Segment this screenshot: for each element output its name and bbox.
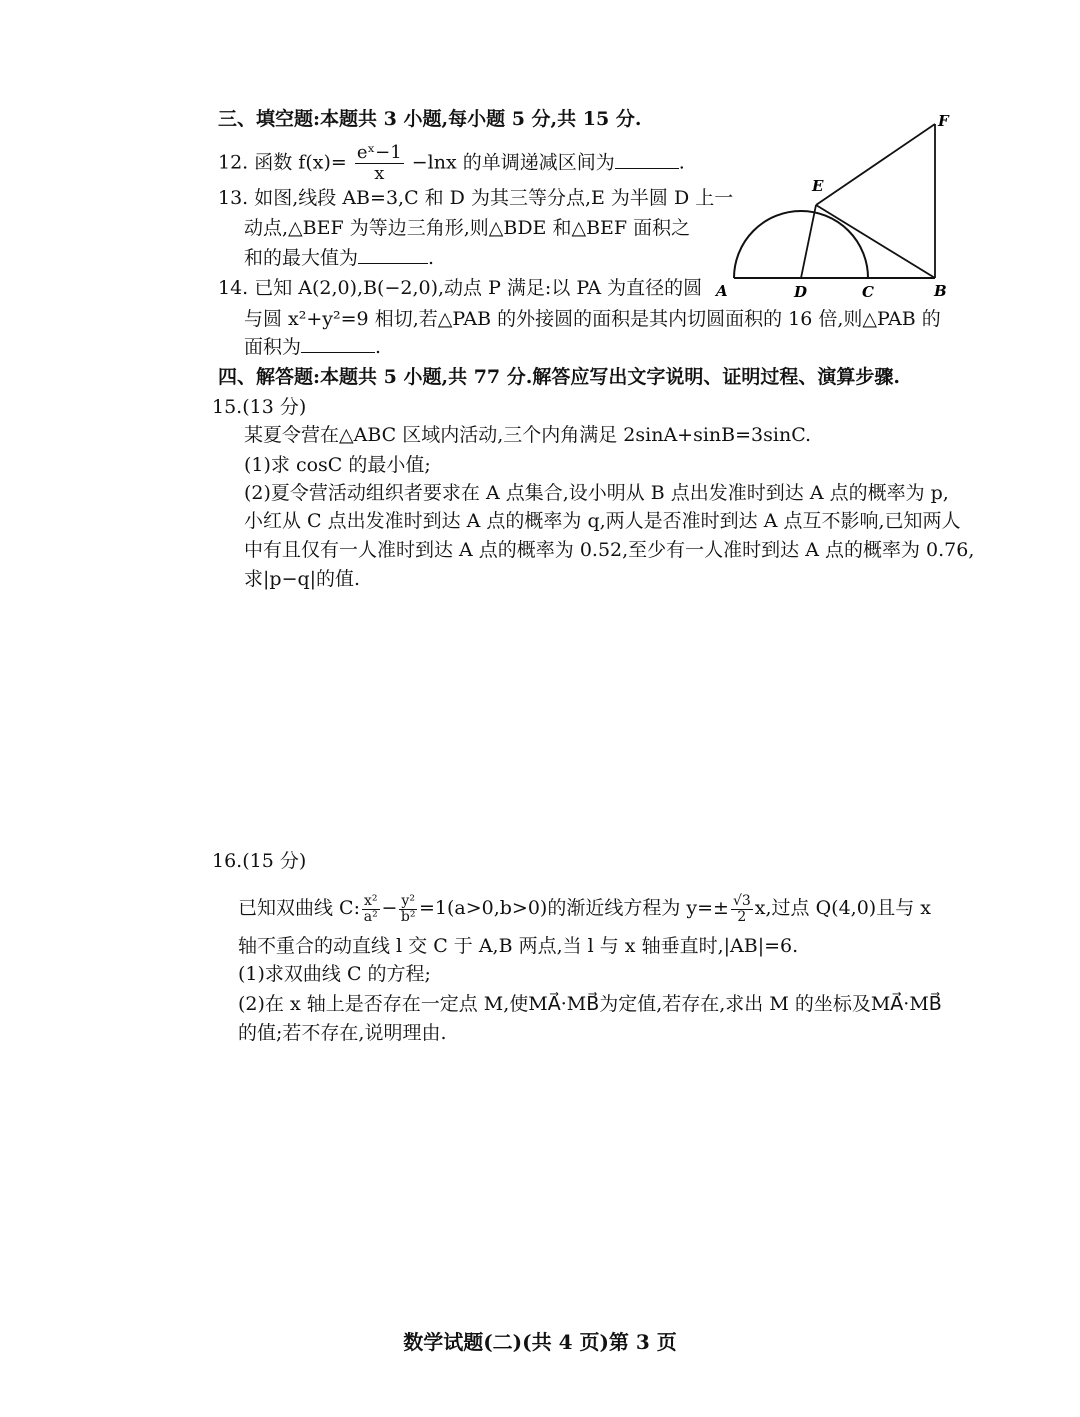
q16-fraction-sqrt3-2 — [731, 894, 753, 925]
q16-fraction-x2-a2 — [362, 894, 380, 925]
q14-line-2: 与圆 x²+y²=9 相切,若△PAB 的外接圆的面积是其内切圆面积的 16 倍,则△PAB 的 — [244, 308, 941, 330]
q14-end: . — [375, 336, 382, 358]
q12-suffix: −lnx 的单调递减区间为 — [411, 151, 615, 174]
q12-answer-blank[interactable] — [615, 150, 679, 169]
label-d: D — [794, 283, 808, 301]
q16-line-4: (2)在 x 轴上是否存在一定点 M,使MA⃗·MB⃗为定值,若存在,求出 M 的坐标及MA⃗·MB⃗ — [238, 993, 942, 1015]
q16-frac1-num: x² — [363, 892, 378, 909]
q16-line-2: 轴不重合的动直线 l 交 C 于 A,B 两点,当 l 与 x 轴垂直时,|AB|=6. — [238, 935, 799, 957]
q14-answer-blank[interactable] — [301, 334, 375, 353]
q13-line-3 — [244, 245, 434, 271]
q16-text-d: x,过点 Q(4,0)且与 x — [754, 897, 931, 919]
q15-line-3: (2)夏令营活动组织者要求在 A 点集合,设小明从 B 点出发准时到达 A 点的概率为 p, — [244, 482, 949, 504]
question-12 — [218, 143, 685, 184]
q16-text-c: =1(a>0,b>0)的渐近线方程为 y=± — [418, 897, 729, 919]
geometry-figure — [712, 108, 962, 304]
q12-prefix: 函数 f(x)= — [254, 151, 347, 174]
q15-line-1: 某夏令营在△ABC 区域内活动,三个内角满足 2sinA+sinB=3sinC. — [244, 424, 812, 446]
q16-text-a: 已知双曲线 C: — [238, 897, 360, 919]
q12-frac-num: eˣ−1 — [356, 142, 402, 163]
semicircle-d — [734, 211, 868, 278]
q16-frac3-den: 2 — [737, 908, 747, 925]
q13-line-3-text: 和的最大值为 — [244, 247, 359, 269]
q15-line-6: 求|p−q|的值. — [244, 568, 361, 590]
q12-fraction — [355, 143, 404, 184]
q16-line-3: (1)求双曲线 C 的方程; — [238, 963, 431, 985]
q16-fraction-y2-b2 — [399, 894, 417, 925]
q14-line-3 — [244, 334, 381, 360]
q16-line-1 — [238, 888, 931, 928]
q16-frac2-den: b² — [400, 908, 416, 925]
q15-line-4: 小红从 C 点出发准时到达 A 点的概率为 q,两人是否准时到达 A 点互不影响,已知两人 — [244, 510, 961, 532]
q16-text-b: − — [381, 897, 398, 919]
q12-end: . — [678, 151, 685, 174]
segment-ef — [816, 124, 935, 205]
q14-line-1: 14. 已知 A(2,0),B(−2,0),动点 P 满足:以 PA 为直径的圆 — [218, 277, 703, 299]
section-4-heading: 四、解答题:本题共 5 小题,共 77 分.解答应写出文字说明、证明过程、演算步骤. — [218, 366, 900, 388]
segment-eb — [816, 205, 935, 278]
q16-frac3-num: √3 — [732, 892, 751, 909]
q12-number: 12. — [218, 151, 249, 174]
q16-frac2-num: y² — [401, 892, 415, 909]
q13-line-2: 动点,△BEF 为等边三角形,则△BDE 和△BEF 面积之 — [244, 217, 691, 239]
q16-frac1-den: a² — [363, 908, 378, 925]
label-e: E — [812, 177, 824, 195]
label-c: C — [862, 283, 874, 301]
q13-end: . — [428, 247, 435, 269]
label-a: A — [716, 282, 728, 300]
q16-line-5: 的值;若不存在,说明理由. — [238, 1022, 447, 1044]
q12-frac-den: x — [374, 163, 385, 184]
segment-de — [801, 205, 816, 278]
q13-answer-blank[interactable] — [358, 245, 428, 264]
q15-line-2: (1)求 cosC 的最小值; — [244, 454, 431, 476]
q15-title: 15.(13 分) — [212, 396, 307, 418]
q14-line-3-text: 面积为 — [244, 336, 302, 358]
label-b: B — [934, 282, 947, 300]
q13-line-1: 13. 如图,线段 AB=3,C 和 D 为其三等分点,E 为半圆 D 上一 — [218, 187, 734, 209]
q15-line-5: 中有且仅有一人准时到达 A 点的概率为 0.52,至少有一人准时到达 A 点的概率为 0.76, — [244, 539, 975, 561]
page-footer: 数学试题(二)(共 4 页)第 3 页 — [403, 1330, 677, 1354]
q16-title: 16.(15 分) — [212, 850, 307, 872]
label-f: F — [938, 112, 949, 130]
section-3-heading: 三、填空题:本题共 3 小题,每小题 5 分,共 15 分. — [218, 108, 642, 130]
